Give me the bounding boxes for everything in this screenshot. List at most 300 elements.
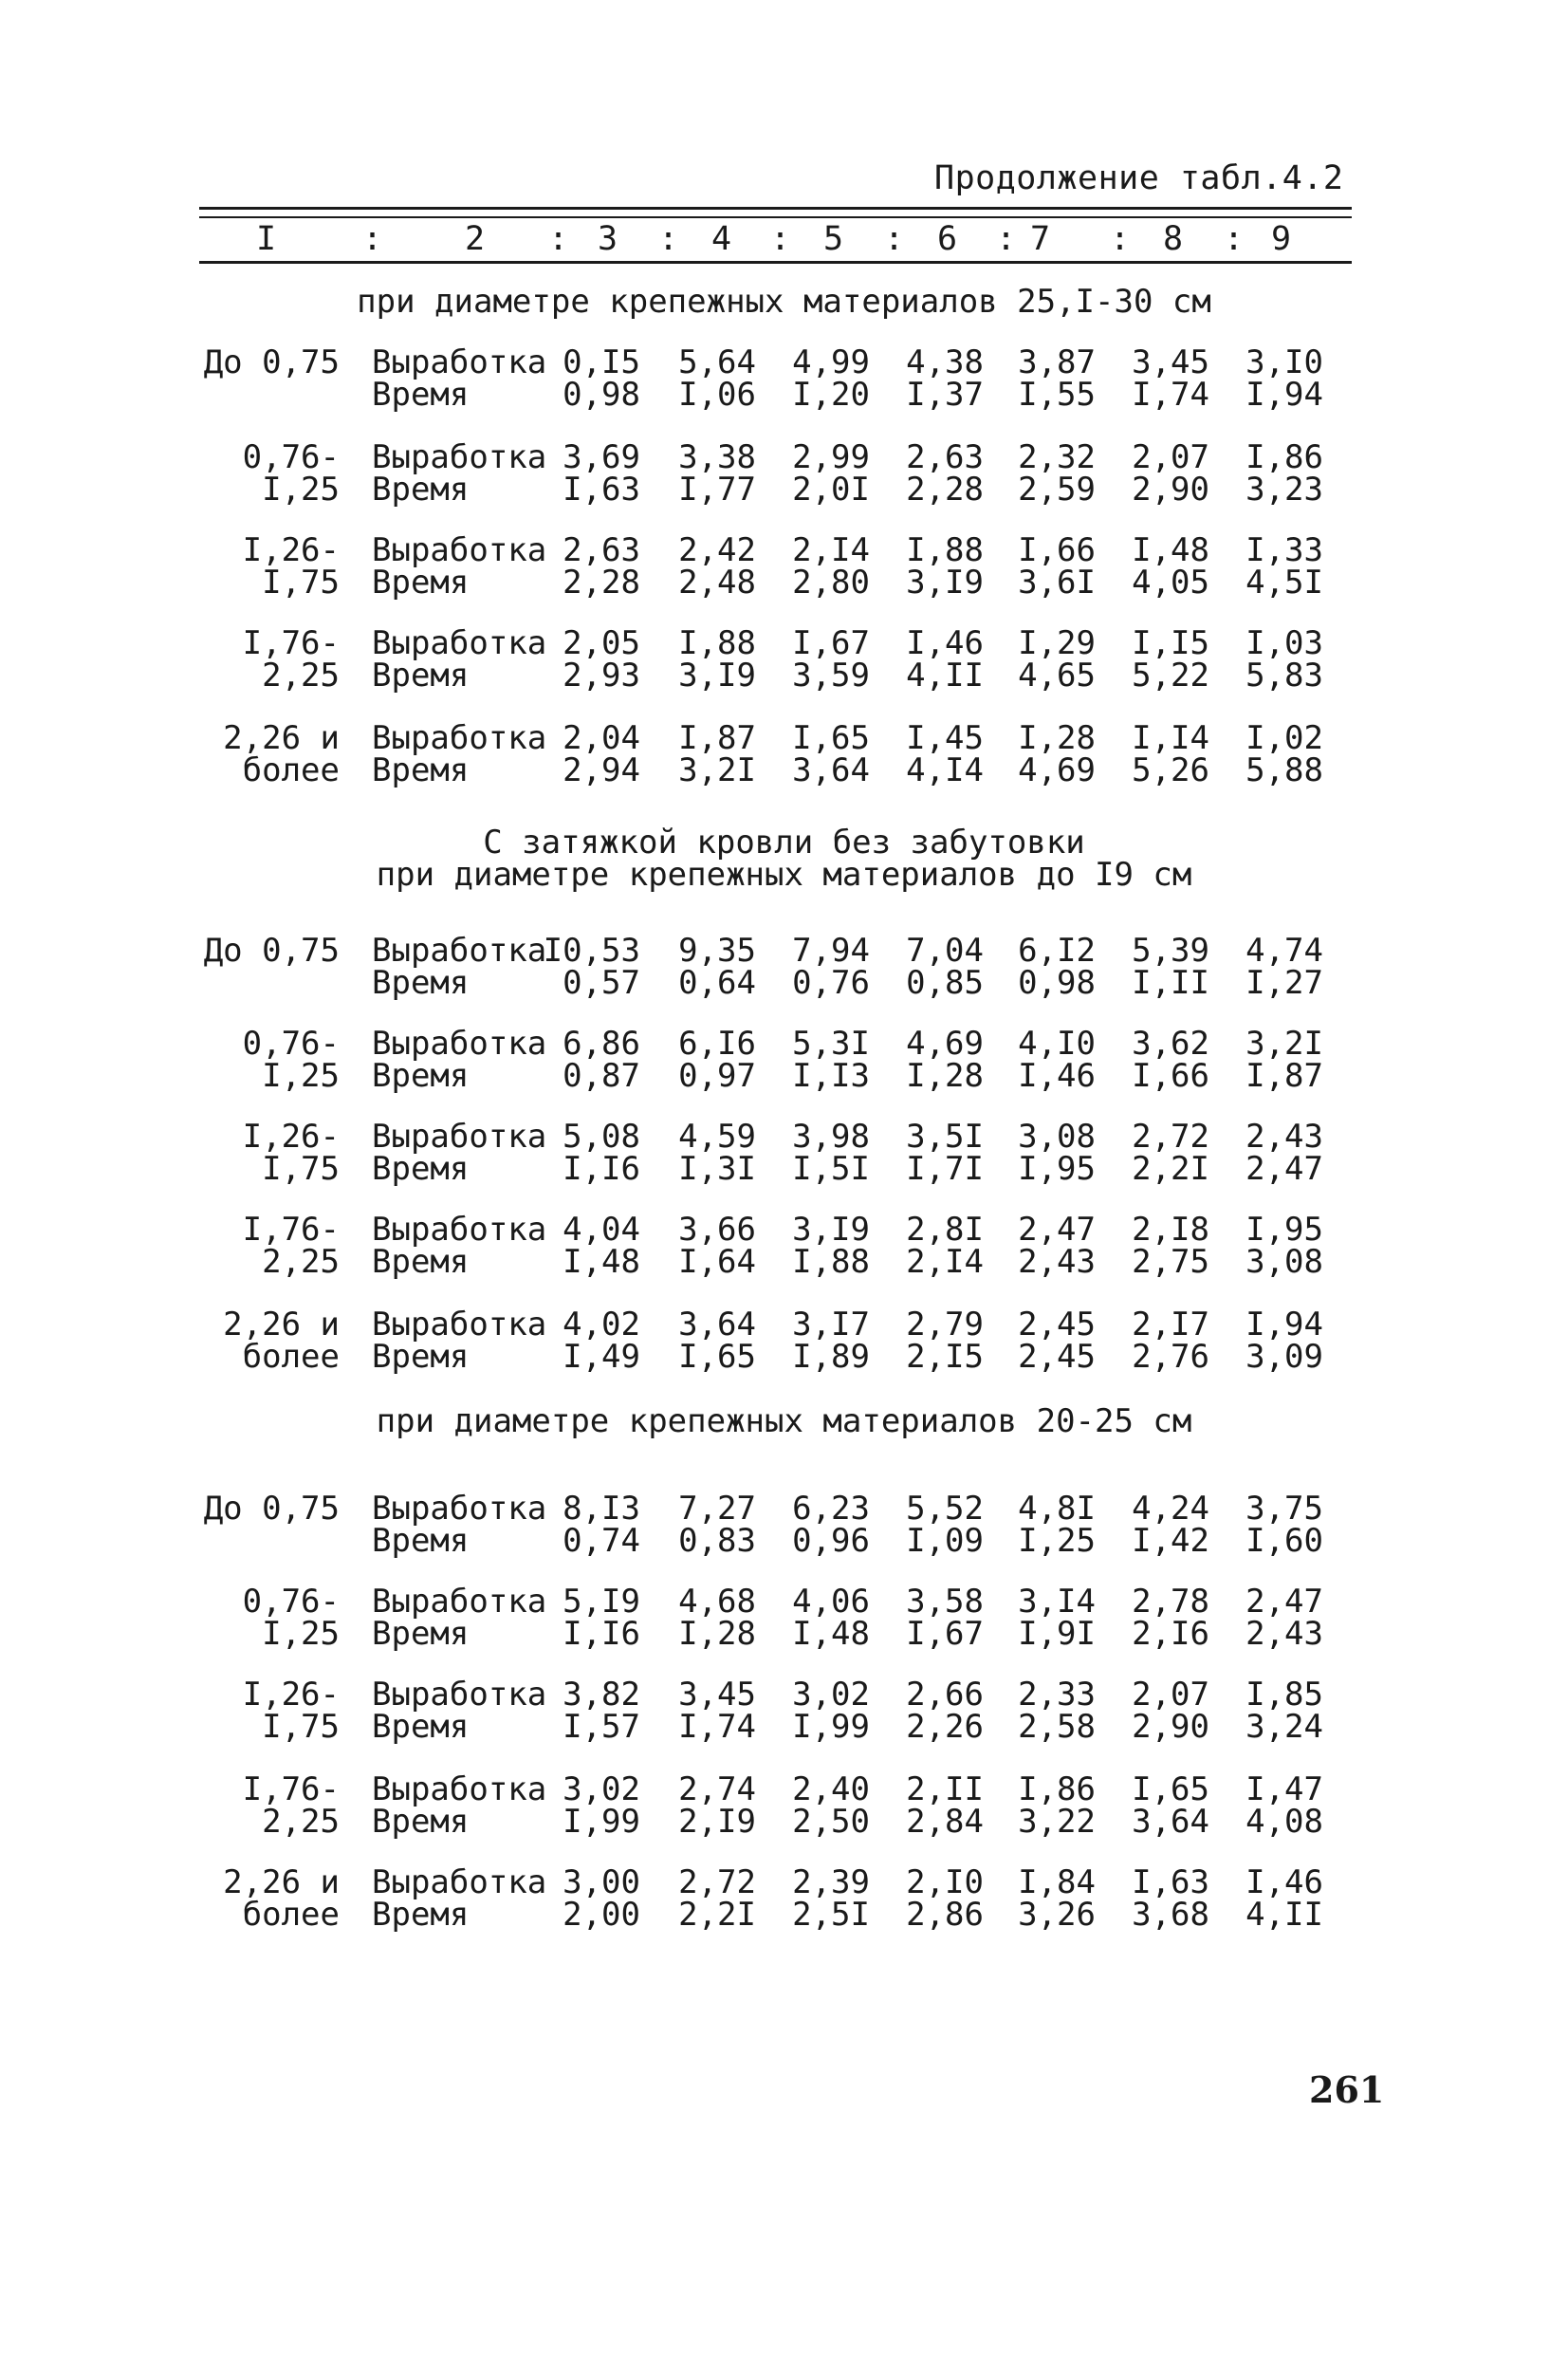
value-cell: I,84	[1018, 1863, 1096, 1901]
value-cell: I,88	[792, 1243, 870, 1281]
value-cell: I,33	[1245, 531, 1323, 569]
value-cell: 2,2I	[678, 1896, 756, 1934]
value-cell: I,I6	[563, 1615, 640, 1653]
value-cell: I,89	[792, 1338, 870, 1376]
row-label: 2,26 и	[223, 1306, 340, 1343]
value-cell: 4,I4	[906, 751, 984, 789]
value-cell: 4,74	[1245, 932, 1323, 970]
value-cell: 2,04	[563, 719, 640, 757]
value-cell: I,57	[563, 1708, 640, 1746]
value-cell: 4,02	[563, 1306, 640, 1343]
value-cell: 3,75	[1245, 1490, 1323, 1528]
value-cell: 3,98	[792, 1118, 870, 1156]
value-cell: I,46	[906, 624, 984, 662]
value-cell: 2,80	[792, 564, 870, 602]
value-cell: 2,07	[1132, 438, 1209, 476]
value-cell: 3,38	[678, 438, 756, 476]
value-cell: 3,66	[678, 1211, 756, 1249]
value-cell: I,20	[792, 376, 870, 414]
row-type-label: Выработка	[372, 1863, 547, 1901]
header-sep: :	[1224, 220, 1245, 258]
value-cell: I,74	[1132, 376, 1209, 414]
value-cell: 2,50	[792, 1803, 870, 1841]
value-cell: 3,22	[1018, 1803, 1096, 1841]
value-cell: 3,59	[792, 657, 870, 695]
section-title: при диаметре крепежных материалов 20-25 см	[376, 1402, 1192, 1440]
row-label: более	[242, 1338, 340, 1376]
value-cell: 2,86	[906, 1896, 984, 1934]
value-cell: 2,28	[906, 471, 984, 509]
value-cell: 2,47	[1245, 1150, 1323, 1188]
row-type-label: Выработка	[372, 1025, 547, 1063]
row-type-label: Выработка	[372, 1118, 547, 1156]
table-header-row	[0, 220, 1568, 260]
value-cell: I,67	[906, 1615, 984, 1653]
row-type-label: Выработка	[372, 932, 547, 970]
value-cell: 2,07	[1132, 1676, 1209, 1714]
value-cell: 2,5I	[792, 1896, 870, 1934]
header-sep: :	[548, 220, 569, 258]
value-cell: 3,I9	[906, 564, 984, 602]
value-cell: I,65	[678, 1338, 756, 1376]
value-cell: 4,8I	[1018, 1490, 1096, 1528]
row-type-label: Выработка	[372, 1583, 547, 1621]
value-cell: I,I5	[1132, 624, 1209, 662]
value-cell: 2,26	[906, 1708, 984, 1746]
value-cell: 2,66	[906, 1676, 984, 1714]
row-label: I,25	[262, 1057, 340, 1095]
row-type-label: Время	[372, 1338, 470, 1376]
value-cell: 4,04	[563, 1211, 640, 1249]
row-label: 0,76-	[242, 1583, 340, 1621]
row-label: I,26-	[242, 1118, 340, 1156]
value-cell: I,66	[1132, 1057, 1209, 1095]
value-cell: 3,62	[1132, 1025, 1209, 1063]
row-label: До 0,75	[203, 343, 340, 381]
row-label: I,75	[262, 1150, 340, 1188]
row-label: 2,25	[262, 657, 340, 695]
value-cell: 3,68	[1132, 1896, 1209, 1934]
value-cell: 2,2I	[1132, 1150, 1209, 1188]
value-cell: 2,I8	[1132, 1211, 1209, 1249]
value-cell: 3,08	[1245, 1243, 1323, 1281]
value-cell: I,25	[1018, 1522, 1096, 1560]
row-type-label: Время	[372, 1896, 470, 1934]
value-cell: I,63	[563, 471, 640, 509]
row-type-label: Выработка	[372, 438, 547, 476]
header-rule-bottom	[199, 261, 1352, 264]
header-col-8: 8	[1163, 220, 1184, 258]
value-cell: 3,58	[906, 1583, 984, 1621]
value-cell: I,9I	[1018, 1615, 1096, 1653]
row-label: I,76-	[242, 1770, 340, 1808]
value-cell: 5,39	[1132, 932, 1209, 970]
value-cell: 2,I5	[906, 1338, 984, 1376]
value-cell: 2,I4	[792, 531, 870, 569]
row-type-label: Выработка	[372, 531, 547, 569]
value-cell: I,63	[1132, 1863, 1209, 1901]
value-cell: I,46	[1018, 1057, 1096, 1095]
value-cell: I,48	[563, 1243, 640, 1281]
value-cell: 4,08	[1245, 1803, 1323, 1841]
value-cell: I,88	[678, 624, 756, 662]
row-type-label: Время	[372, 471, 470, 509]
row-label: До 0,75	[203, 932, 340, 970]
row-type-label: Выработка	[372, 1770, 547, 1808]
row-label: более	[242, 1896, 340, 1934]
value-cell: I,7I	[906, 1150, 984, 1188]
value-cell: 0,98	[563, 376, 640, 414]
value-cell: I,3I	[678, 1150, 756, 1188]
row-type-label: Время	[372, 376, 470, 414]
value-cell: 9,35	[678, 932, 756, 970]
value-cell: 3,09	[1245, 1338, 1323, 1376]
value-cell: 5,88	[1245, 751, 1323, 789]
value-cell: 2,63	[906, 438, 984, 476]
value-cell: 7,94	[792, 932, 870, 970]
table-row-group	[0, 932, 1568, 1002]
value-cell: 4,59	[678, 1118, 756, 1156]
value-cell: 7,04	[906, 932, 984, 970]
table-row-group	[0, 719, 1568, 789]
value-cell: I,77	[678, 471, 756, 509]
row-type-label: Время	[372, 1057, 470, 1095]
value-cell: 2,72	[1132, 1118, 1209, 1156]
value-cell: 3,6I	[1018, 564, 1096, 602]
row-type-label: Время	[372, 1243, 470, 1281]
value-cell: 0,83	[678, 1522, 756, 1560]
header-col-4: 4	[711, 220, 732, 258]
row-type-label: Время	[372, 964, 470, 1002]
value-cell: I,46	[1245, 1863, 1323, 1901]
value-cell: I,86	[1018, 1770, 1096, 1808]
value-cell: I,48	[792, 1615, 870, 1653]
row-label: I,75	[262, 564, 340, 602]
row-label: 0,76-	[242, 438, 340, 476]
value-cell: I,66	[1018, 531, 1096, 569]
value-cell: 2,40	[792, 1770, 870, 1808]
value-cell: 3,08	[1018, 1118, 1096, 1156]
value-cell: 3,I9	[678, 657, 756, 695]
value-cell: I,45	[906, 719, 984, 757]
table-row-group	[0, 1490, 1568, 1560]
value-cell: 0,74	[563, 1522, 640, 1560]
value-cell: 3,64	[1132, 1803, 1209, 1841]
value-cell: 6,23	[792, 1490, 870, 1528]
value-cell: 5,22	[1132, 657, 1209, 695]
table-row-group	[0, 531, 1568, 602]
header-col-6: 6	[937, 220, 958, 258]
value-cell: 6,I6	[678, 1025, 756, 1063]
row-label: До 0,75	[203, 1490, 340, 1528]
value-cell: 4,06	[792, 1583, 870, 1621]
value-cell: I,64	[678, 1243, 756, 1281]
value-cell: I,06	[678, 376, 756, 414]
row-type-label: Время	[372, 657, 470, 695]
value-cell: 2,I4	[906, 1243, 984, 1281]
value-cell: 4,69	[1018, 751, 1096, 789]
row-label: I,25	[262, 1615, 340, 1653]
row-type-label: Выработка	[372, 1490, 547, 1528]
header-col-3: 3	[598, 220, 618, 258]
value-cell: 2,8I	[906, 1211, 984, 1249]
row-label: 2,25	[262, 1243, 340, 1281]
table-row-group	[0, 1676, 1568, 1746]
value-cell: 2,90	[1132, 471, 1209, 509]
value-cell: 3,I7	[792, 1306, 870, 1343]
value-cell: I,55	[1018, 376, 1096, 414]
value-cell: 4,24	[1132, 1490, 1209, 1528]
header-sep: :	[996, 220, 1017, 258]
value-cell: I,48	[1132, 531, 1209, 569]
row-type-label: Время	[372, 751, 470, 789]
header-col-1: I	[256, 220, 277, 258]
value-cell: 0,87	[563, 1057, 640, 1095]
value-cell: I0,53	[543, 932, 640, 970]
value-cell: 3,2I	[678, 751, 756, 789]
value-cell: 3,69	[563, 438, 640, 476]
table-row-group	[0, 1306, 1568, 1376]
table-row-group	[0, 1863, 1568, 1934]
value-cell: I,02	[1245, 719, 1323, 757]
value-cell: I,II	[1132, 964, 1209, 1002]
value-cell: I,87	[678, 719, 756, 757]
value-cell: 4,68	[678, 1583, 756, 1621]
row-label: 2,26 и	[223, 719, 340, 757]
value-cell: 3,I0	[1245, 343, 1323, 381]
value-cell: 3,02	[563, 1770, 640, 1808]
row-label: 2,25	[262, 1803, 340, 1841]
table-row-group	[0, 1770, 1568, 1841]
value-cell: 4,69	[906, 1025, 984, 1063]
value-cell: 7,27	[678, 1490, 756, 1528]
value-cell: I,88	[906, 531, 984, 569]
value-cell: I,I3	[792, 1057, 870, 1095]
value-cell: 4,65	[1018, 657, 1096, 695]
value-cell: I,87	[1245, 1057, 1323, 1095]
row-type-label: Выработка	[372, 343, 547, 381]
value-cell: 2,47	[1245, 1583, 1323, 1621]
value-cell: 2,42	[678, 531, 756, 569]
value-cell: I,09	[906, 1522, 984, 1560]
value-cell: 2,74	[678, 1770, 756, 1808]
table-row-group	[0, 1025, 1568, 1095]
value-cell: 2,0I	[792, 471, 870, 509]
value-cell: 2,33	[1018, 1676, 1096, 1714]
header-sep: :	[362, 220, 383, 258]
value-cell: 2,76	[1132, 1338, 1209, 1376]
value-cell: 3,I4	[1018, 1583, 1096, 1621]
value-cell: 2,93	[563, 657, 640, 695]
value-cell: 3,I9	[792, 1211, 870, 1249]
value-cell: 2,I7	[1132, 1306, 1209, 1343]
row-type-label: Выработка	[372, 1211, 547, 1249]
header-col-2: 2	[465, 220, 486, 258]
value-cell: 2,59	[1018, 471, 1096, 509]
value-cell: 0,76	[792, 964, 870, 1002]
row-type-label: Время	[372, 1615, 470, 1653]
value-cell: I,95	[1245, 1211, 1323, 1249]
value-cell: 0,96	[792, 1522, 870, 1560]
value-cell: 3,23	[1245, 471, 1323, 509]
row-label: I,76-	[242, 1211, 340, 1249]
value-cell: 3,64	[678, 1306, 756, 1343]
table-row-group	[0, 624, 1568, 695]
value-cell: 4,99	[792, 343, 870, 381]
value-cell: 2,45	[1018, 1338, 1096, 1376]
value-cell: 3,2I	[1245, 1025, 1323, 1063]
row-type-label: Выработка	[372, 1306, 547, 1343]
section-title: при диаметре крепежных материалов 25,I-30 см	[357, 283, 1211, 321]
value-cell: 3,64	[792, 751, 870, 789]
value-cell: 4,II	[906, 657, 984, 695]
value-cell: I,65	[792, 719, 870, 757]
value-cell: I,I4	[1132, 719, 1209, 757]
value-cell: 0,I5	[563, 343, 640, 381]
value-cell: 2,45	[1018, 1306, 1096, 1343]
value-cell: I,28	[906, 1057, 984, 1095]
row-label: I,26-	[242, 531, 340, 569]
value-cell: 2,I0	[906, 1863, 984, 1901]
value-cell: I,95	[1018, 1150, 1096, 1188]
value-cell: 2,90	[1132, 1708, 1209, 1746]
value-cell: 2,47	[1018, 1211, 1096, 1249]
value-cell: 4,5I	[1245, 564, 1323, 602]
row-label: I,75	[262, 1708, 340, 1746]
row-type-label: Время	[372, 1150, 470, 1188]
row-type-label: Время	[372, 1522, 470, 1560]
value-cell: 6,I2	[1018, 932, 1096, 970]
value-cell: 0,97	[678, 1057, 756, 1095]
header-rule-top-thin	[199, 216, 1352, 218]
value-cell: 5,08	[563, 1118, 640, 1156]
value-cell: I,60	[1245, 1522, 1323, 1560]
value-cell: I,85	[1245, 1676, 1323, 1714]
section-title: С затяжкой кровли без забутовки	[483, 824, 1085, 862]
row-type-label: Время	[372, 1708, 470, 1746]
value-cell: 2,43	[1245, 1118, 1323, 1156]
value-cell: 2,63	[563, 531, 640, 569]
value-cell: 3,02	[792, 1676, 870, 1714]
value-cell: I,29	[1018, 624, 1096, 662]
value-cell: I,86	[1245, 438, 1323, 476]
header-col-7: 7	[1030, 220, 1051, 258]
value-cell: I,28	[1018, 719, 1096, 757]
value-cell: I,49	[563, 1338, 640, 1376]
header-sep: :	[1110, 220, 1131, 258]
row-label: 0,76-	[242, 1025, 340, 1063]
header-sep: :	[658, 220, 679, 258]
header-sep: :	[770, 220, 791, 258]
row-type-label: Выработка	[372, 1676, 547, 1714]
row-label: I,25	[262, 471, 340, 509]
value-cell: 0,85	[906, 964, 984, 1002]
value-cell: 3,45	[678, 1676, 756, 1714]
value-cell: I,5I	[792, 1150, 870, 1188]
value-cell: I,99	[563, 1803, 640, 1841]
header-col-5: 5	[823, 220, 844, 258]
value-cell: 2,43	[1245, 1615, 1323, 1653]
value-cell: I,74	[678, 1708, 756, 1746]
value-cell: I,27	[1245, 964, 1323, 1002]
header-sep: :	[884, 220, 905, 258]
table-row-group	[0, 343, 1568, 414]
table-row-group	[0, 1118, 1568, 1188]
value-cell: 3,82	[563, 1676, 640, 1714]
value-cell: 5,64	[678, 343, 756, 381]
row-label: 2,26 и	[223, 1863, 340, 1901]
value-cell: I,I6	[563, 1150, 640, 1188]
value-cell: I,42	[1132, 1522, 1209, 1560]
value-cell: I,47	[1245, 1770, 1323, 1808]
table-row-group	[0, 438, 1568, 509]
value-cell: 5,52	[906, 1490, 984, 1528]
row-label: I,26-	[242, 1676, 340, 1714]
value-cell: 2,28	[563, 564, 640, 602]
value-cell: 2,72	[678, 1863, 756, 1901]
value-cell: 2,84	[906, 1803, 984, 1841]
header-rule-top	[199, 207, 1352, 210]
value-cell: 2,48	[678, 564, 756, 602]
value-cell: 2,II	[906, 1770, 984, 1808]
value-cell: 3,00	[563, 1863, 640, 1901]
value-cell: 3,26	[1018, 1896, 1096, 1934]
value-cell: 2,I6	[1132, 1615, 1209, 1653]
value-cell: 0,64	[678, 964, 756, 1002]
value-cell: 2,58	[1018, 1708, 1096, 1746]
value-cell: I,65	[1132, 1770, 1209, 1808]
value-cell: 4,I0	[1018, 1025, 1096, 1063]
table-row-group	[0, 1211, 1568, 1281]
value-cell: I,99	[792, 1708, 870, 1746]
value-cell: I,94	[1245, 376, 1323, 414]
value-cell: 2,78	[1132, 1583, 1209, 1621]
value-cell: 5,83	[1245, 657, 1323, 695]
table-row-group	[0, 1583, 1568, 1653]
value-cell: 5,26	[1132, 751, 1209, 789]
value-cell: 4,05	[1132, 564, 1209, 602]
value-cell: 8,I3	[563, 1490, 640, 1528]
value-cell: I,67	[792, 624, 870, 662]
value-cell: 5,I9	[563, 1583, 640, 1621]
value-cell: 4,38	[906, 343, 984, 381]
value-cell: 3,5I	[906, 1118, 984, 1156]
value-cell: 2,32	[1018, 438, 1096, 476]
value-cell: I,37	[906, 376, 984, 414]
section-title: при диаметре крепежных материалов до I9 см	[376, 856, 1192, 894]
value-cell: 2,75	[1132, 1243, 1209, 1281]
value-cell: 2,05	[563, 624, 640, 662]
page-number: 261	[1309, 2068, 1385, 2111]
value-cell: I,94	[1245, 1306, 1323, 1343]
row-type-label: Выработка	[372, 719, 547, 757]
value-cell: 2,00	[563, 1896, 640, 1934]
value-cell: I,03	[1245, 624, 1323, 662]
row-type-label: Время	[372, 564, 470, 602]
value-cell: 0,98	[1018, 964, 1096, 1002]
value-cell: 0,57	[563, 964, 640, 1002]
value-cell: 3,45	[1132, 343, 1209, 381]
value-cell: 2,94	[563, 751, 640, 789]
table-caption: Продолжение табл.4.2	[934, 159, 1344, 197]
value-cell: 2,43	[1018, 1243, 1096, 1281]
value-cell: 2,39	[792, 1863, 870, 1901]
value-cell: 3,87	[1018, 343, 1096, 381]
value-cell: 3,24	[1245, 1708, 1323, 1746]
value-cell: 2,I9	[678, 1803, 756, 1841]
value-cell: 2,79	[906, 1306, 984, 1343]
value-cell: 4,II	[1245, 1896, 1323, 1934]
